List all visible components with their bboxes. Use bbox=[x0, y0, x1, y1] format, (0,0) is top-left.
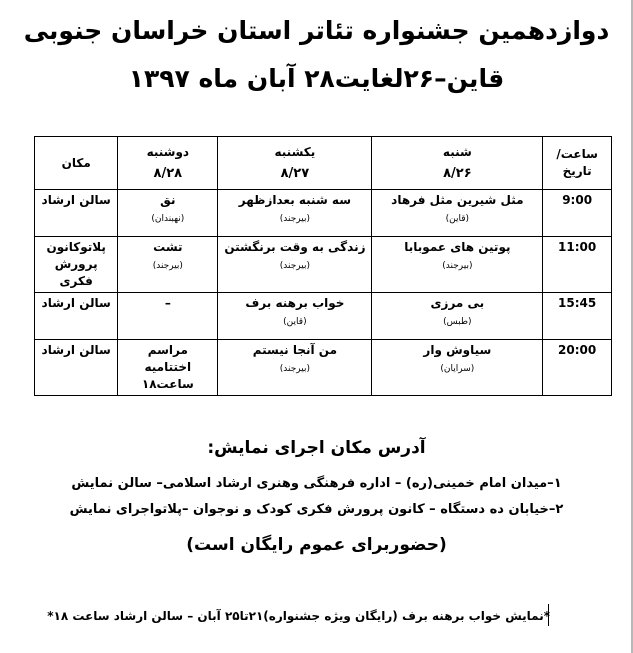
header-monday-date: ۸/۲۸ bbox=[153, 166, 183, 181]
header-sunday-date: ۸/۲۷ bbox=[280, 166, 310, 181]
show-city: (قاین) bbox=[283, 317, 307, 327]
cell-sunday bbox=[218, 293, 372, 340]
closing-ceremony-time: ساعت۱۸ bbox=[141, 377, 194, 391]
show-city: (طبس) bbox=[443, 317, 472, 327]
show-title: خواب برهنه برف bbox=[245, 296, 345, 310]
header-sunday-day: یکشنبه bbox=[274, 145, 316, 159]
show-title: سه شنبه بعدازظهر bbox=[238, 193, 352, 207]
free-admission-note: (حضوربرای عموم رایگان است) bbox=[186, 535, 447, 555]
place-line: پرورش فکری bbox=[54, 257, 98, 288]
row-time: 20:00 bbox=[543, 340, 612, 396]
address-heading: آدرس مکان اجرای نمایش: bbox=[207, 438, 426, 458]
place-line: پلاتوکانون bbox=[46, 240, 106, 254]
show-city: (نهبندان) bbox=[151, 214, 185, 224]
show-title: من آنجا نیستم bbox=[252, 343, 338, 357]
show-city: (بیرجند) bbox=[279, 214, 310, 224]
show-city: (بیرجند) bbox=[442, 261, 473, 271]
cell-saturday bbox=[372, 340, 543, 396]
cell-monday bbox=[118, 293, 218, 340]
footer-note: *نمایش خواب برهنه برف (رایگان ویژه جشنواره)۲۱تا۲۵ آبان – سالن ارشاد ساعت ۱۸* bbox=[47, 609, 550, 623]
header-monday bbox=[118, 137, 218, 190]
show-city: (سرایان) bbox=[440, 364, 475, 374]
header-monday-day: دوشنبه bbox=[146, 145, 190, 159]
header-time: ساعت/تاریخ bbox=[543, 137, 612, 190]
show-title: زندگی به وقت برنگشتن bbox=[224, 240, 366, 254]
table-header-row bbox=[35, 137, 612, 190]
table-row bbox=[35, 293, 612, 340]
cell-monday bbox=[118, 340, 218, 396]
address-line-1: ۱–میدان امام خمینی(ره) – اداره فرهنگی وهنری ارشاد اسلامی– سالن نمایش bbox=[71, 476, 562, 491]
show-title: نق bbox=[160, 193, 176, 207]
cell-sunday bbox=[218, 340, 372, 396]
show-city: (بیرجند) bbox=[279, 261, 310, 271]
page-subtitle: قاین–۲۶لغایت۲۸ آبان ماه ۱۳۹۷ bbox=[128, 64, 505, 93]
show-title: سیاوش وار bbox=[423, 343, 492, 357]
show-title: تشت bbox=[153, 240, 183, 254]
show-title: پوتین های عموبابا bbox=[404, 240, 511, 254]
table-row bbox=[35, 340, 612, 396]
cell-place bbox=[35, 237, 118, 293]
show-city: (بیرجند) bbox=[152, 261, 183, 271]
address-line-2: ۲–خیابان ده دستگاه – کانون پرورش فکری کودک و نوجوان –پلاتواجرای نمایش bbox=[69, 502, 564, 517]
header-saturday-day: شنبه bbox=[442, 145, 472, 159]
show-city: (قاین) bbox=[445, 214, 470, 224]
cell-saturday bbox=[372, 190, 543, 237]
cell-place: سالن ارشاد bbox=[35, 340, 118, 396]
row-time: 15:45 bbox=[543, 293, 612, 340]
show-title: بی مرزی bbox=[430, 296, 485, 310]
page-title: دوازدهمین جشنواره تئاتر استان خراسان جنوبی bbox=[23, 16, 610, 45]
row-time: 9:00 bbox=[543, 190, 612, 237]
cell-place: سالن ارشاد bbox=[35, 293, 118, 340]
cell-saturday bbox=[372, 237, 543, 293]
show-city: (بیرجند) bbox=[279, 364, 310, 374]
header-saturday bbox=[372, 137, 543, 190]
header-place: مکان bbox=[35, 137, 118, 190]
cell-monday bbox=[118, 237, 218, 293]
table-row bbox=[35, 237, 612, 293]
cell-sunday bbox=[218, 190, 372, 237]
cell-place: سالن ارشاد bbox=[35, 190, 118, 237]
row-time: 11:00 bbox=[543, 237, 612, 293]
header-sunday bbox=[218, 137, 372, 190]
show-title: مثل شیرین مثل فرهاد bbox=[391, 193, 524, 207]
header-saturday-date: ۸/۲۶ bbox=[443, 166, 472, 181]
cell-saturday bbox=[372, 293, 543, 340]
table-row bbox=[35, 190, 612, 237]
show-title: – bbox=[164, 296, 171, 310]
schedule-table bbox=[34, 136, 612, 396]
cell-monday bbox=[118, 190, 218, 237]
closing-ceremony: مراسم اختتامیه bbox=[144, 343, 192, 374]
cell-sunday bbox=[218, 237, 372, 293]
